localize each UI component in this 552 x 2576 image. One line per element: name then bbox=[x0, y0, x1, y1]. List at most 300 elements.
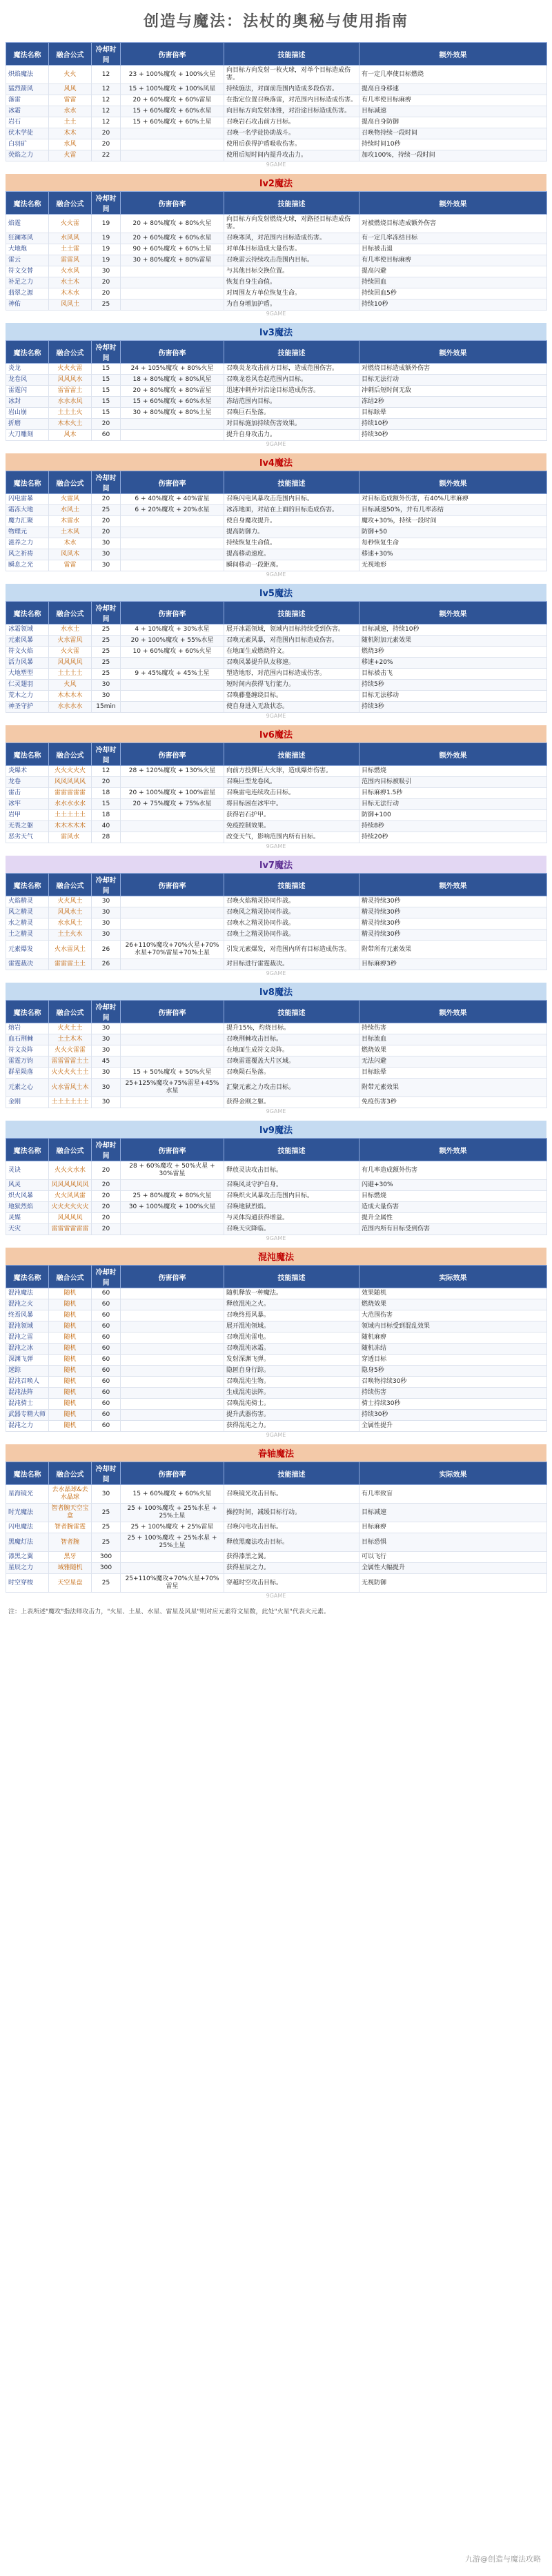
magic-recipe: 土土木木 bbox=[49, 1034, 92, 1045]
magic-cooldown: 15 bbox=[92, 397, 121, 408]
table-row bbox=[6, 277, 547, 288]
magic-table bbox=[6, 601, 547, 713]
magic-recipe: 雷雷雷雷土土 bbox=[49, 1056, 92, 1068]
magic-description: 提升15%，灼烧目标。 bbox=[224, 1023, 359, 1034]
magic-damage bbox=[121, 1552, 224, 1563]
magic-cooldown: 25 bbox=[92, 669, 121, 680]
magic-extra: 防御+100 bbox=[359, 810, 547, 821]
magic-recipe: 随机 bbox=[49, 1366, 92, 1377]
magic-recipe: 雷风水 bbox=[49, 832, 92, 843]
magic-extra: 大范围伤害 bbox=[359, 1310, 547, 1321]
magic-description: 为自身增加护盾。 bbox=[224, 299, 359, 311]
magic-extra: 免疫伤害3秒 bbox=[359, 1097, 547, 1108]
magic-extra: 随机冻结 bbox=[359, 1344, 547, 1355]
column-header: 魔法名称 bbox=[6, 1266, 49, 1288]
magic-extra: 目标眩晕 bbox=[359, 1068, 547, 1079]
magic-description: 获得岩石护甲。 bbox=[224, 810, 359, 821]
magic-name: 滋养之力 bbox=[6, 538, 49, 549]
magic-name: 炽焰魔法 bbox=[6, 66, 49, 84]
magic-damage bbox=[121, 1388, 224, 1399]
magic-damage: 20 + 80%魔攻 + 80%火星 bbox=[121, 215, 224, 233]
magic-extra: 可以飞行 bbox=[359, 1552, 547, 1563]
magic-extra: 目标燃烧 bbox=[359, 1191, 547, 1202]
magic-damage: 15 + 60%魔攻 + 60%火星 bbox=[121, 1485, 224, 1504]
magic-recipe: 水风 bbox=[49, 139, 92, 150]
magic-description: 获得星辰之力。 bbox=[224, 1563, 359, 1574]
magic-recipe: 火火雷 bbox=[49, 215, 92, 233]
magic-description: 召唤巨石坠落。 bbox=[224, 408, 359, 419]
table-row bbox=[6, 1056, 547, 1068]
magic-description: 在地面生成符文炎阵。 bbox=[224, 1045, 359, 1056]
magic-recipe: 火火雷 bbox=[49, 647, 92, 658]
magic-cooldown: 25 bbox=[92, 647, 121, 658]
magic-recipe: 雷雷 bbox=[49, 560, 92, 571]
magic-name: 熔岩 bbox=[6, 1023, 49, 1034]
magic-damage: 20 + 100%魔攻 + 55%水星 bbox=[121, 636, 224, 647]
magic-cooldown: 30 bbox=[92, 560, 121, 571]
magic-cooldown: 25 bbox=[92, 1522, 121, 1533]
table-row bbox=[6, 1333, 547, 1344]
magic-extra: 对被燃烧目标造成额外伤害 bbox=[359, 215, 547, 233]
column-header: 伤害倍率 bbox=[121, 1001, 224, 1023]
column-header: 伤害倍率 bbox=[121, 471, 224, 494]
magic-cooldown: 60 bbox=[92, 430, 121, 441]
table-row bbox=[6, 1522, 547, 1533]
magic-recipe: 去水晶球&去水晶球 bbox=[49, 1485, 92, 1504]
magic-cooldown: 30 bbox=[92, 1097, 121, 1108]
magic-cooldown: 19 bbox=[92, 244, 121, 255]
magic-recipe: 火水雷风 bbox=[49, 636, 92, 647]
magic-extra: 随机附加元素效果 bbox=[359, 636, 547, 647]
magic-recipe: 土土土土土土 bbox=[49, 1097, 92, 1108]
magic-extra: 目标减速 bbox=[359, 1504, 547, 1522]
magic-recipe: 智者腕雷霆 bbox=[49, 1522, 92, 1533]
magic-extra: 召唤物持续30秒 bbox=[359, 1377, 547, 1388]
magic-extra: 全属性大幅提升 bbox=[359, 1563, 547, 1574]
magic-damage: 6 + 20%魔攻 + 20%水星 bbox=[121, 505, 224, 516]
magic-damage bbox=[121, 1097, 224, 1108]
magic-description: 使用后短时间内提升攻击力。 bbox=[224, 150, 359, 161]
table-row bbox=[6, 386, 547, 397]
section-banner: 混沌魔法 bbox=[6, 1248, 546, 1265]
magic-name: 补足之力 bbox=[6, 277, 49, 288]
magic-name: 大刀雕刻 bbox=[6, 430, 49, 441]
magic-damage bbox=[121, 1377, 224, 1388]
column-header: 冷却时间 bbox=[92, 1001, 121, 1023]
magic-extra: 有一定几率使目标燃烧 bbox=[359, 66, 547, 84]
table-row bbox=[6, 918, 547, 930]
column-header: 技能描述 bbox=[224, 471, 359, 494]
magic-cooldown: 30 bbox=[92, 1045, 121, 1056]
magic-cooldown: 60 bbox=[92, 1377, 121, 1388]
magic-extra: 目标燃烧 bbox=[359, 766, 547, 777]
magic-description: 对目标施加持续伤害效果。 bbox=[224, 419, 359, 430]
magic-name: 星海镜光 bbox=[6, 1485, 49, 1504]
magic-cooldown: 20 bbox=[92, 277, 121, 288]
column-header: 冷却时间 bbox=[92, 743, 121, 766]
magic-extra: 造成大量伤害 bbox=[359, 1202, 547, 1213]
magic-description: 隐匿自身行踪。 bbox=[224, 1366, 359, 1377]
column-header: 魔法名称 bbox=[6, 1462, 49, 1485]
magic-extra: 冻结2秒 bbox=[359, 397, 547, 408]
magic-damage: 10 + 60%魔攻 + 60%火星 bbox=[121, 647, 224, 658]
magic-table bbox=[6, 1462, 547, 1593]
magic-extra: 持续回血 bbox=[359, 277, 547, 288]
column-header: 冷却时间 bbox=[92, 43, 121, 66]
section-banner: lv4魔法 bbox=[6, 453, 546, 471]
magic-name: 龙卷 bbox=[6, 777, 49, 788]
column-header: 伤害倍率 bbox=[121, 1139, 224, 1161]
magic-description: 召唤炎龙攻击前方目标，造成范围伤害。 bbox=[224, 364, 359, 375]
magic-section bbox=[6, 323, 546, 448]
magic-cooldown: 26 bbox=[92, 941, 121, 959]
magic-cooldown: 60 bbox=[92, 1344, 121, 1355]
column-header: 融合公式 bbox=[49, 602, 92, 625]
column-header: 融合公式 bbox=[49, 1266, 92, 1288]
magic-recipe: 木木 bbox=[49, 128, 92, 139]
magic-recipe: 随机 bbox=[49, 1344, 92, 1355]
magic-description: 迅速冲刺并对沿途目标造成伤害。 bbox=[224, 386, 359, 397]
magic-cooldown: 60 bbox=[92, 1321, 121, 1333]
table-row bbox=[6, 1097, 547, 1108]
column-header: 融合公式 bbox=[49, 341, 92, 364]
magic-extra: 防御+50 bbox=[359, 527, 547, 538]
magic-cooldown: 60 bbox=[92, 1310, 121, 1321]
magic-name: 炎爆术 bbox=[6, 766, 49, 777]
magic-damage bbox=[121, 560, 224, 571]
magic-name: 灵媒 bbox=[6, 1213, 49, 1224]
column-header: 魔法名称 bbox=[6, 602, 49, 625]
column-header: 额外效果 bbox=[359, 43, 547, 66]
magic-table bbox=[6, 42, 547, 161]
column-header: 技能描述 bbox=[224, 1139, 359, 1161]
magic-section bbox=[6, 42, 546, 168]
magic-table bbox=[6, 873, 547, 970]
magic-recipe: 水水水水 bbox=[49, 702, 92, 713]
magic-cooldown: 19 bbox=[92, 215, 121, 233]
magic-recipe: 风风风风 bbox=[49, 658, 92, 669]
table-row bbox=[6, 1377, 547, 1388]
magic-extra: 持续回血5秒 bbox=[359, 288, 547, 299]
magic-extra: 有几率使目标麻痹 bbox=[359, 95, 547, 106]
table-row bbox=[6, 832, 547, 843]
magic-name: 时光魔法 bbox=[6, 1504, 49, 1522]
table-row bbox=[6, 516, 547, 527]
column-header: 伤害倍率 bbox=[121, 602, 224, 625]
magic-cooldown: 30 bbox=[92, 896, 121, 907]
magic-damage: 28 + 120%魔攻 + 130%火星 bbox=[121, 766, 224, 777]
magic-description: 使用后获得护盾吸收伤害。 bbox=[224, 139, 359, 150]
column-header: 魔法名称 bbox=[6, 743, 49, 766]
magic-cooldown: 15 bbox=[92, 799, 121, 810]
magic-description: 召唤元素风暴，对范围内目标造成伤害。 bbox=[224, 636, 359, 647]
magic-name: 符文交替 bbox=[6, 266, 49, 277]
magic-cooldown: 30 bbox=[92, 1079, 121, 1097]
magic-damage: 15 + 60%魔攻 + 60%土星 bbox=[121, 117, 224, 128]
magic-name: 无畏之躯 bbox=[6, 821, 49, 832]
table-row bbox=[6, 233, 547, 244]
magic-extra: 目标无法行动 bbox=[359, 799, 547, 810]
column-header: 冷却时间 bbox=[92, 471, 121, 494]
magic-extra: 全属性提升 bbox=[359, 1421, 547, 1432]
magic-description: 穿越时空攻击目标。 bbox=[224, 1574, 359, 1593]
magic-cooldown: 20 bbox=[92, 128, 121, 139]
magic-recipe: 火火 bbox=[49, 66, 92, 84]
table-row bbox=[6, 288, 547, 299]
magic-damage bbox=[121, 1213, 224, 1224]
magic-damage: 9 + 45%魔攻 + 45%土星 bbox=[121, 669, 224, 680]
table-row bbox=[6, 1045, 547, 1056]
magic-extra: 穿透目标 bbox=[359, 1355, 547, 1366]
column-header: 融合公式 bbox=[49, 471, 92, 494]
magic-name: 符文火焰 bbox=[6, 647, 49, 658]
magic-extra: 闪避+30% bbox=[359, 1180, 547, 1191]
magic-extra: 范围内所有目标受到伤害 bbox=[359, 1224, 547, 1235]
magic-name: 灵诀 bbox=[6, 1161, 49, 1180]
magic-description: 召唤岩石攻击前方目标。 bbox=[224, 117, 359, 128]
column-header: 技能描述 bbox=[224, 602, 359, 625]
column-header: 实际效果 bbox=[359, 1266, 547, 1288]
table-row bbox=[6, 1344, 547, 1355]
magic-description: 改变天气，影响范围内所有目标。 bbox=[224, 832, 359, 843]
magic-damage bbox=[121, 128, 224, 139]
magic-cooldown: 60 bbox=[92, 1366, 121, 1377]
column-header: 冷却时间 bbox=[92, 1139, 121, 1161]
magic-recipe: 风风风风风 bbox=[49, 777, 92, 788]
column-header: 冷却时间 bbox=[92, 602, 121, 625]
column-header: 技能描述 bbox=[224, 1462, 359, 1485]
magic-description: 召唤炽火风暴攻击范围内目标。 bbox=[224, 1191, 359, 1202]
magic-extra: 目标恐惧 bbox=[359, 1533, 547, 1552]
magic-cooldown: 12 bbox=[92, 66, 121, 84]
magic-cooldown: 300 bbox=[92, 1552, 121, 1563]
magic-damage: 20 + 60%魔攻 + 60%雷星 bbox=[121, 95, 224, 106]
magic-recipe: 火雷 bbox=[49, 150, 92, 161]
table-row bbox=[6, 1213, 547, 1224]
magic-name: 神佑 bbox=[6, 299, 49, 311]
magic-section bbox=[6, 1121, 546, 1242]
magic-recipe: 智者腕 bbox=[49, 1533, 92, 1552]
magic-damage bbox=[121, 538, 224, 549]
magic-damage: 26+110%魔攻+70%火星+70%水星+70%雷星+70%土星 bbox=[121, 941, 224, 959]
column-header: 技能描述 bbox=[224, 743, 359, 766]
section-banner: lv6魔法 bbox=[6, 725, 546, 743]
magic-recipe: 水土木 bbox=[49, 277, 92, 288]
magic-name: 闪电魔法 bbox=[6, 1522, 49, 1533]
magic-name: 折磨 bbox=[6, 419, 49, 430]
magic-description: 召唤闪电攻击目标。 bbox=[224, 1522, 359, 1533]
table-row bbox=[6, 1485, 547, 1504]
table-row bbox=[6, 397, 547, 408]
magic-damage bbox=[121, 549, 224, 560]
magic-extra: 目标被击退 bbox=[359, 244, 547, 255]
column-header: 额外效果 bbox=[359, 192, 547, 215]
magic-recipe: 土土火水 bbox=[49, 930, 92, 941]
magic-name: 水之精灵 bbox=[6, 918, 49, 930]
table-row bbox=[6, 266, 547, 277]
magic-description: 对周围友方单位恢复生命。 bbox=[224, 288, 359, 299]
table-row bbox=[6, 1504, 547, 1522]
magic-recipe: 火火风土 bbox=[49, 896, 92, 907]
magic-name: 大地炮 bbox=[6, 244, 49, 255]
table-row bbox=[6, 810, 547, 821]
table-row bbox=[6, 1299, 547, 1310]
magic-description: 召唤混沌冰霜。 bbox=[224, 1344, 359, 1355]
magic-description: 召唤镜光攻击目标。 bbox=[224, 1485, 359, 1504]
magic-extra: 持续10秒 bbox=[359, 419, 547, 430]
magic-extra: 目标眩晕 bbox=[359, 408, 547, 419]
magic-section bbox=[6, 584, 546, 720]
magic-name: 雷霆万钧 bbox=[6, 1056, 49, 1068]
table-row bbox=[6, 505, 547, 516]
magic-damage: 25 + 100%魔攻 + 25%水星 + 25%土星 bbox=[121, 1533, 224, 1552]
section-banner: lv5魔法 bbox=[6, 584, 546, 601]
table-row bbox=[6, 1161, 547, 1180]
magic-description: 对单体目标造成大量伤害。 bbox=[224, 244, 359, 255]
section-banner: lv2魔法 bbox=[6, 174, 546, 191]
magic-cooldown: 30 bbox=[92, 538, 121, 549]
magic-description: 提升武器伤害。 bbox=[224, 1410, 359, 1421]
magic-description: 召唤闪电风暴攻击范围内目标。 bbox=[224, 494, 359, 505]
magic-recipe: 火水雷风土 bbox=[49, 941, 92, 959]
magic-cooldown: 25 bbox=[92, 636, 121, 647]
magic-damage bbox=[121, 1333, 224, 1344]
table-row bbox=[6, 647, 547, 658]
table-row bbox=[6, 1410, 547, 1421]
magic-cooldown: 20 bbox=[92, 288, 121, 299]
magic-cooldown: 45 bbox=[92, 1056, 121, 1068]
magic-extra: 移速+30% bbox=[359, 549, 547, 560]
table-row bbox=[6, 1563, 547, 1574]
magic-extra: 持续伤害 bbox=[359, 1023, 547, 1034]
magic-name: 星辰之力 bbox=[6, 1563, 49, 1574]
magic-recipe: 随机 bbox=[49, 1321, 92, 1333]
magic-damage bbox=[121, 430, 224, 441]
magic-name: 混沌之冰 bbox=[6, 1344, 49, 1355]
magic-extra: 提高自身移速 bbox=[359, 84, 547, 95]
table-row bbox=[6, 84, 547, 95]
magic-description: 召唤一名学徒协助战斗。 bbox=[224, 128, 359, 139]
magic-name: 武器专精大师 bbox=[6, 1410, 49, 1421]
column-header: 技能描述 bbox=[224, 192, 359, 215]
magic-cooldown: 25 bbox=[92, 299, 121, 311]
magic-cooldown: 12 bbox=[92, 84, 121, 95]
magic-recipe: 土土土土 bbox=[49, 669, 92, 680]
magic-recipe: 木木木木 bbox=[49, 691, 92, 702]
magic-extra: 移速+20% bbox=[359, 658, 547, 669]
magic-name: 符文炎阵 bbox=[6, 1045, 49, 1056]
magic-extra: 目标麻痹1.5秒 bbox=[359, 788, 547, 799]
magic-name: 风灵 bbox=[6, 1180, 49, 1191]
magic-recipe: 智者腕天空宝盒 bbox=[49, 1504, 92, 1522]
magic-damage: 15 + 60%魔攻 + 60%水星 bbox=[121, 106, 224, 117]
magic-extra: 持续伤害 bbox=[359, 1388, 547, 1399]
magic-description: 获得漆黑之翼。 bbox=[224, 1552, 359, 1563]
magic-damage bbox=[121, 1023, 224, 1034]
table-row bbox=[6, 1388, 547, 1399]
magic-extra: 范围内目标被吸引 bbox=[359, 777, 547, 788]
magic-section bbox=[6, 725, 546, 850]
magic-name: 雷霆裁决 bbox=[6, 959, 49, 970]
magic-damage bbox=[121, 658, 224, 669]
magic-recipe: 随机 bbox=[49, 1333, 92, 1344]
watermark: 9GAME bbox=[266, 441, 286, 447]
magic-cooldown: 60 bbox=[92, 1388, 121, 1399]
table-row bbox=[6, 375, 547, 386]
magic-table bbox=[6, 191, 547, 311]
magic-recipe: 火火火水水 bbox=[49, 1161, 92, 1180]
table-row bbox=[6, 941, 547, 959]
magic-cooldown: 12 bbox=[92, 95, 121, 106]
magic-recipe: 随机 bbox=[49, 1410, 92, 1421]
magic-description: 释放灵诀攻击目标。 bbox=[224, 1161, 359, 1180]
magic-description: 向目标方向发射冰锥，对沿途目标造成伤害。 bbox=[224, 106, 359, 117]
magic-extra: 附带所有元素效果 bbox=[359, 941, 547, 959]
magic-recipe: 风风风风风风 bbox=[49, 1180, 92, 1191]
magic-name: 岩甲 bbox=[6, 810, 49, 821]
magic-damage bbox=[121, 1410, 224, 1421]
magic-extra: 燃烧效果 bbox=[359, 1299, 547, 1310]
column-header: 融合公式 bbox=[49, 1001, 92, 1023]
magic-extra: 目标减速 bbox=[359, 106, 547, 117]
table-row bbox=[6, 1202, 547, 1213]
column-header: 冷却时间 bbox=[92, 341, 121, 364]
magic-recipe: 水水水水水 bbox=[49, 799, 92, 810]
magic-damage: 25 + 100%魔攻 + 25%水星 + 25%土星 bbox=[121, 1504, 224, 1522]
magic-recipe: 随机 bbox=[49, 1355, 92, 1366]
magic-extra: 附带元素效果 bbox=[359, 1079, 547, 1097]
page-title: 创造与魔法：法杖的奥秘与使用指南 bbox=[143, 13, 408, 30]
magic-damage: 25+125%魔攻+75%雷星+45%水星 bbox=[121, 1079, 224, 1097]
table-row bbox=[6, 139, 547, 150]
magic-damage bbox=[121, 1355, 224, 1366]
magic-name: 荧焰之力 bbox=[6, 150, 49, 161]
magic-damage bbox=[121, 1045, 224, 1056]
magic-damage bbox=[121, 288, 224, 299]
magic-extra: 持续10秒 bbox=[359, 299, 547, 311]
magic-name: 金刚 bbox=[6, 1097, 49, 1108]
magic-cooldown: 60 bbox=[92, 1299, 121, 1310]
magic-damage bbox=[121, 832, 224, 843]
magic-name: 迷踪 bbox=[6, 1366, 49, 1377]
magic-damage bbox=[121, 527, 224, 538]
magic-recipe: 雷雷雷土土 bbox=[49, 959, 92, 970]
table-row bbox=[6, 1355, 547, 1366]
magic-damage: 20 + 80%魔攻 + 80%雷星 bbox=[121, 386, 224, 397]
magic-description: 与其他目标交换位置。 bbox=[224, 266, 359, 277]
magic-recipe: 雷雷雷土 bbox=[49, 386, 92, 397]
magic-description: 提高移动速度。 bbox=[224, 549, 359, 560]
table-row bbox=[6, 930, 547, 941]
magic-name: 魔力汇聚 bbox=[6, 516, 49, 527]
watermark: 9GAME bbox=[266, 1432, 286, 1438]
table-row bbox=[6, 244, 547, 255]
magic-description: 与灵体沟通获得增益。 bbox=[224, 1213, 359, 1224]
magic-recipe: 随机 bbox=[49, 1421, 92, 1432]
table-row bbox=[6, 702, 547, 713]
magic-recipe: 随机 bbox=[49, 1299, 92, 1310]
magic-description: 召唤陨石坠落。 bbox=[224, 1068, 359, 1079]
magic-description: 提升自身攻击力。 bbox=[224, 430, 359, 441]
column-header: 额外效果 bbox=[359, 1001, 547, 1023]
magic-recipe: 木木水 bbox=[49, 288, 92, 299]
magic-recipe: 雷雷雷雷雷 bbox=[49, 788, 92, 799]
column-header: 魔法名称 bbox=[6, 471, 49, 494]
magic-name: 混沌骑士 bbox=[6, 1399, 49, 1410]
magic-damage bbox=[121, 1288, 224, 1299]
magic-cooldown: 20 bbox=[92, 419, 121, 430]
magic-damage: 90 + 60%魔攻 + 60%土星 bbox=[121, 244, 224, 255]
